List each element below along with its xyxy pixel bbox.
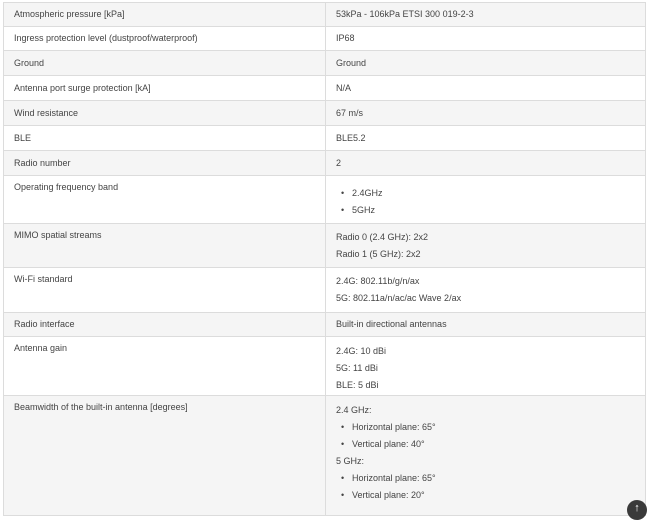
spec-row <box>4 268 646 313</box>
spec-row <box>4 27 646 51</box>
spec-name: Radio interface <box>4 313 326 337</box>
spec-row <box>4 126 646 151</box>
spec-name: Ingress protection level (dustproof/waterproof) <box>4 27 326 51</box>
spec-name: Wind resistance <box>4 101 326 126</box>
spec-value: N/A <box>326 76 646 101</box>
list-item: • Horizontal plane: 65° <box>341 473 436 483</box>
arrow-up-icon: ↑ <box>634 502 640 514</box>
list-item: • Horizontal plane: 65° <box>341 422 436 432</box>
spec-name: Radio number <box>4 151 326 176</box>
scroll-to-top-button[interactable] <box>627 500 647 520</box>
spec-name: Antenna port surge protection [kA] <box>4 76 326 101</box>
spec-value: BLE5.2 <box>326 126 646 151</box>
spec-name: Ground <box>4 51 326 76</box>
spec-name: Wi-Fi standard <box>4 268 326 313</box>
spec-row <box>4 3 646 27</box>
spec-table <box>3 2 646 516</box>
spec-row <box>4 337 646 396</box>
spec-row <box>4 396 646 516</box>
spec-row <box>4 101 646 126</box>
spec-value: 2 <box>326 151 646 176</box>
spec-value: Radio 0 (2.4 GHz): 2x2 Radio 1 (5 GHz): 2x2 <box>326 224 646 268</box>
spec-name: Antenna gain <box>4 337 326 396</box>
spec-row <box>4 313 646 337</box>
spec-value <box>326 176 646 224</box>
spec-name: Atmospheric pressure [kPa] <box>4 3 326 27</box>
spec-row <box>4 224 646 268</box>
spec-value: 67 m/s <box>326 101 646 126</box>
spec-name: BLE <box>4 126 326 151</box>
list-item: • 2.4GHz <box>341 188 383 198</box>
spec-row <box>4 51 646 76</box>
spec-row <box>4 76 646 101</box>
spec-name: Operating frequency band <box>4 176 326 224</box>
list-item: • 5GHz <box>341 205 376 215</box>
spec-name: MIMO spatial streams <box>4 224 326 268</box>
spec-name: Beamwidth of the built-in antenna [degrees] <box>4 396 326 516</box>
list-item: • Vertical plane: 40° <box>341 439 425 449</box>
spec-value: 53kPa - 106kPa ETSI 300 019-2-3 <box>326 3 646 27</box>
list-item: • Vertical plane: 20° <box>341 490 425 500</box>
spec-value: 2.4G: 802.11b/g/n/ax 5G: 802.11a/n/ac/ac Wave 2/ax <box>326 268 646 313</box>
spec-row <box>4 176 646 224</box>
spec-row <box>4 151 646 176</box>
spec-value: 2.4G: 10 dBi 5G: 11 dBi BLE: 5 dBi <box>326 337 646 396</box>
spec-value: 2.4 GHz: • Horizontal plane: 65° • Vertical plane: 40° 5 GHz: • Horizontal plane: 65° • Vertical plane: 20° <box>326 396 646 516</box>
spec-value: IP68 <box>326 27 646 51</box>
spec-value: Ground <box>326 51 646 76</box>
spec-value: Built-in directional antennas <box>326 313 646 337</box>
